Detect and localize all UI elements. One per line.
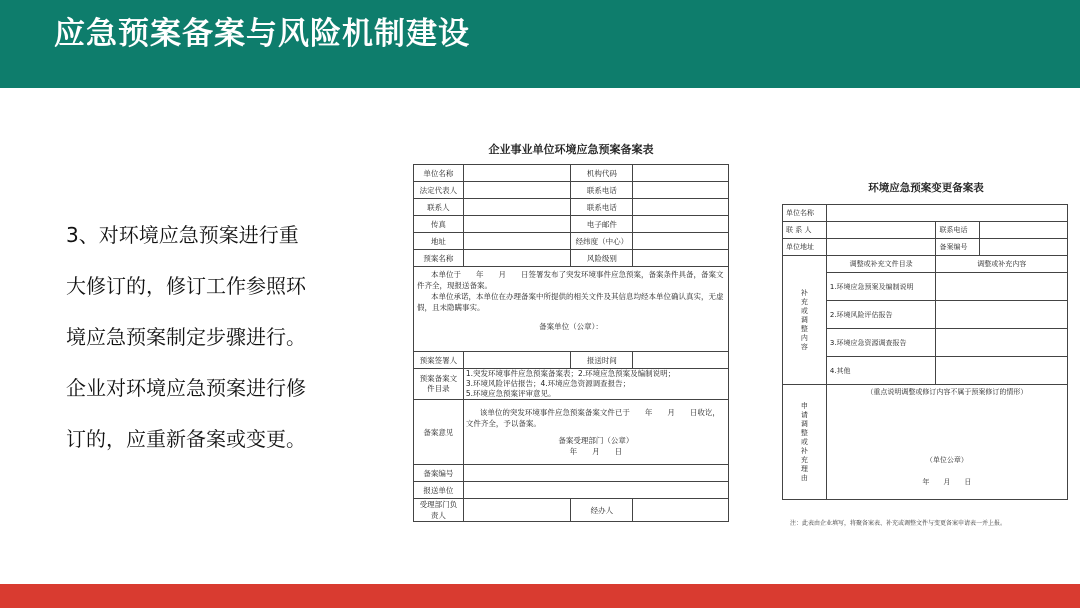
body-line: 订的，应重新备案或变更。: [66, 427, 306, 451]
table-row: [783, 239, 1068, 256]
list-item: 4.其他: [826, 357, 936, 385]
cell-value: [463, 352, 571, 369]
cell-label: 单位名称: [783, 205, 827, 222]
cell-label: 备案编号: [936, 239, 980, 256]
body-line: 大修订的，修订工作参照环: [66, 274, 306, 298]
table-row: [414, 352, 729, 369]
form1-title: 企业事业单位环境应急预案备案表: [488, 143, 654, 156]
table-row: [414, 267, 729, 352]
table-row: [783, 385, 1068, 500]
list-item: 3.环境应急资源调查报告: [826, 329, 936, 357]
cell-label: 联系电话: [571, 182, 633, 199]
table-row: [783, 256, 1068, 273]
cell-value: [826, 222, 936, 239]
table-row: [783, 222, 1068, 239]
unit-stamp: （单位公章）: [925, 456, 968, 464]
cell-label: 联系人: [414, 199, 464, 216]
cell-value: [463, 250, 571, 267]
cell-label: 传真: [414, 216, 464, 233]
cell-label: 预案名称: [414, 250, 464, 267]
cell-label: 受理部门负责人: [414, 499, 464, 522]
cell-value: [463, 199, 571, 216]
commitment-line: 本单位于 年 月 日签署发布了突发环境事件应急预案，备案条件具备，备案文件齐全，现报送备案。: [417, 270, 724, 290]
cell-label: 联 系 人: [783, 222, 827, 239]
table-row: [783, 205, 1068, 222]
body-line: 3、对环境应急预案进行重: [66, 223, 299, 247]
table-row: [414, 182, 729, 199]
cell-label: 报送时间: [571, 352, 633, 369]
table-row: [414, 482, 729, 499]
form2-title: 环境应急预案变更备案表: [868, 182, 984, 194]
change-form-table: [782, 204, 1068, 500]
list-item: 2.环境风险评估报告: [826, 301, 936, 329]
body-line: 企业对环境应急预案进行修: [66, 376, 306, 400]
cell-value: [980, 239, 1068, 256]
opinion-stamp: 备案受理部门（公章）: [558, 436, 634, 445]
list-item: 1.环境应急预案及编制说明: [826, 273, 936, 301]
cell-label: 地址: [414, 233, 464, 250]
cell-value: [463, 482, 728, 499]
cell-value: [633, 182, 729, 199]
cell-value: [463, 233, 571, 250]
files-line: 1.突发环境事件应急预案备案表；2.环境应急预案及编制说明；: [465, 369, 676, 378]
opinion-date: 年 月 日: [569, 447, 623, 456]
table-row: [414, 233, 729, 250]
cell-value: [633, 499, 729, 522]
cell-label: 报送单位: [414, 482, 464, 499]
cell-label: 电子邮件: [571, 216, 633, 233]
cell-label: 机构代码: [571, 165, 633, 182]
reason-note: （重点说明调整或修订内容不属于预案修订的情形）: [866, 388, 1028, 396]
commitment-line: 本单位承诺，本单位在办理备案中所提供的相关文件及其信息均经本单位确认真实，无虚假，且未隐瞒事实。: [417, 292, 724, 312]
cell-value: [633, 165, 729, 182]
cell-label: 备案意见: [414, 400, 464, 465]
filing-form-table: [413, 164, 729, 522]
cell-label: 预案备案文件目录: [414, 369, 464, 400]
form2-footnote: 注：此表由企业填写，将聚备案表、补充或调整文件与变更备案申请表一并上报。: [790, 520, 1007, 527]
table-row: [414, 369, 729, 400]
table-row: [414, 400, 729, 465]
title-banner: [0, 0, 1080, 88]
cell-value: [936, 273, 1068, 301]
table-row: [414, 199, 729, 216]
cell-value: [936, 329, 1068, 357]
files-line: 3.环境风险评估报告；4.环境应急资源调查报告；: [465, 379, 631, 388]
cell-label: 联系电话: [571, 199, 633, 216]
cell-label: 联系电话: [936, 222, 980, 239]
files-line: 5.环境应急预案评审意见。: [465, 389, 556, 398]
cell-value: [633, 250, 729, 267]
reason-box: [826, 385, 1067, 500]
cell-value: [463, 165, 571, 182]
column-header: 调整或补充内容: [936, 256, 1068, 273]
cell-value: [463, 465, 728, 482]
cell-value: [936, 357, 1068, 385]
cell-value: [463, 499, 571, 522]
cell-value: [463, 216, 571, 233]
cell-label: 风险级别: [571, 250, 633, 267]
cell-label: 预案签署人: [414, 352, 464, 369]
body-line: 境应急预案制定步骤进行。: [66, 325, 306, 349]
cell-value: [633, 233, 729, 250]
slide-title: 应急预案备案与风险机制建设: [54, 16, 470, 52]
section-label-reason: 申 请 调 整 或 补 充 理 由: [783, 385, 827, 500]
section-label-supplement: 补 充 或 调 整 内 容: [783, 256, 827, 385]
cell-value: [633, 352, 729, 369]
opinion-text: [463, 400, 728, 465]
cell-label: 单位地址: [783, 239, 827, 256]
footer-bar: [0, 584, 1080, 608]
cell-value: [633, 199, 729, 216]
cell-value: [633, 216, 729, 233]
table-row: [414, 465, 729, 482]
cell-label: 经办人: [571, 499, 633, 522]
opinion-line: 该单位的突发环境事件应急预案备案文件已于 年 月 日收讫，文件齐全，予以备案。: [465, 408, 720, 428]
cell-label: 备案编号: [414, 465, 464, 482]
cell-value: [463, 182, 571, 199]
table-row: [414, 165, 729, 182]
body-paragraph: [66, 210, 346, 465]
table-row: [414, 250, 729, 267]
cell-value: [936, 301, 1068, 329]
files-list: [463, 369, 728, 400]
cell-value: [826, 205, 1067, 222]
cell-value: [980, 222, 1068, 239]
cell-label: 单位名称: [414, 165, 464, 182]
commitment-text: [414, 267, 729, 352]
column-header: 调整或补充文件目录: [826, 256, 936, 273]
table-row: [414, 499, 729, 522]
sign-date: 年 月 日: [922, 478, 972, 486]
commitment-sign: 备案单位（公章）：: [539, 322, 603, 331]
cell-label: 经纬度（中心）: [571, 233, 633, 250]
cell-value: [826, 239, 936, 256]
cell-label: 法定代表人: [414, 182, 464, 199]
table-row: [414, 216, 729, 233]
